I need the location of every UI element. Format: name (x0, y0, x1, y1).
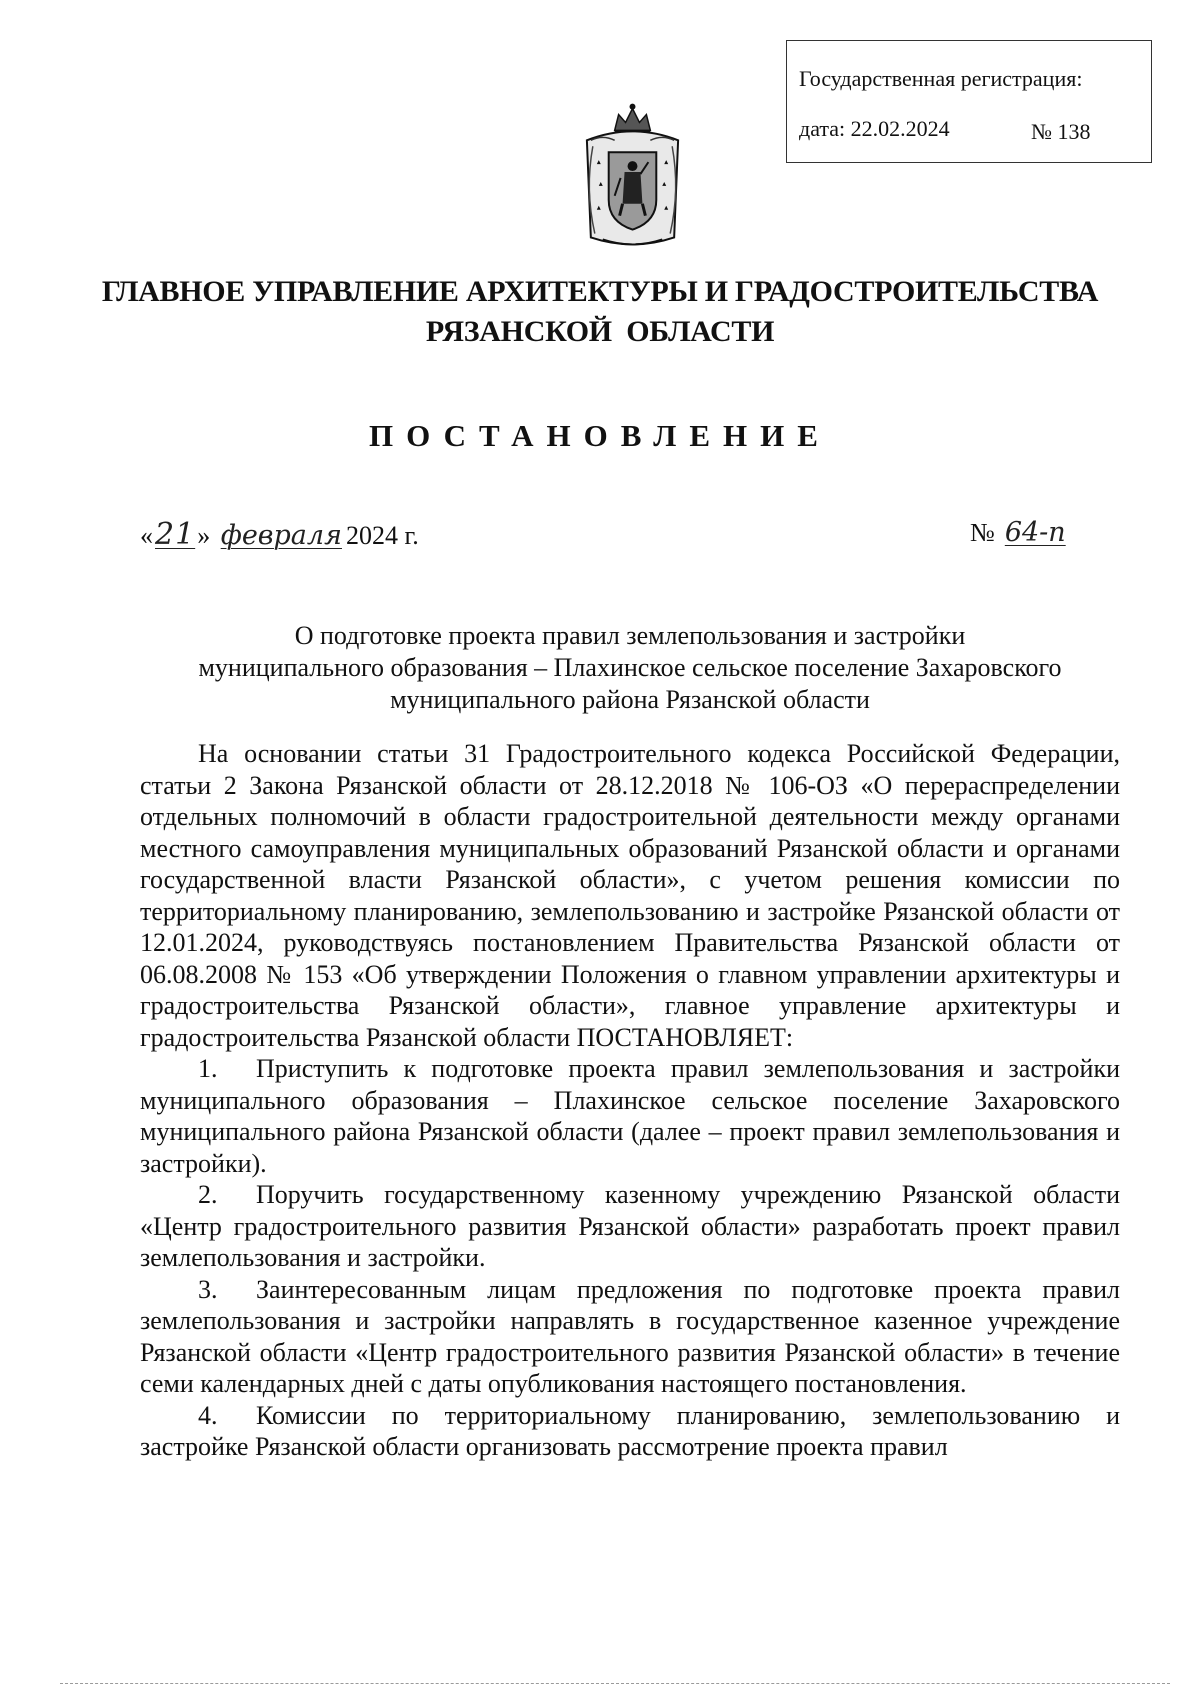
clause-number: 3. (198, 1274, 218, 1304)
organization-name-line-2: РЯЗАНСКОЙ ОБЛАСТИ (425, 315, 775, 348)
document-body (140, 738, 1120, 1463)
clause-text: Заинтересованным лицам предложения по подготовке проекта правил землепользования и застройки направлять в государственное казенное учреждение Рязанской области «Центр градостроительного развития Рязанской области» в течение семи календарных дней с даты опубликования настоящего постановления. (140, 1274, 1120, 1398)
organization-name-line-1: ГЛАВНОЕ УПРАВЛЕНИЕ АРХИТЕКТУРЫ И ГРАДОСТРОИТЕЛЬСТВА (101, 275, 1099, 308)
document-subject (140, 620, 1120, 716)
subject-line-2: муниципального образования – Плахинское сельское поселение Захаровского (198, 653, 1062, 682)
clause-3 (140, 1274, 1120, 1400)
subject-line-3: муниципального района Рязанской области (390, 685, 870, 714)
registration-number: № 138 (1031, 119, 1091, 144)
date-year: 2024 г. (345, 521, 419, 550)
document-date (140, 517, 419, 552)
clause-2 (140, 1179, 1120, 1274)
clause-text: Комиссии по территориальному планированию, землепользованию и застройке Рязанской области организовать рассмотрение проекта правил (140, 1400, 1120, 1461)
date-day-handwritten: 21 (155, 517, 196, 552)
coat-of-arms-icon (573, 100, 692, 255)
clause-number: 2. (198, 1180, 218, 1209)
clause-1 (140, 1053, 1120, 1179)
clause-text: Поручить государственному казенному учреждению Рязанской области «Центр градостроительного развития Рязанской области» разработать проект правил землепользования и застройки. (140, 1180, 1120, 1272)
preamble-paragraph: На основании статьи 31 Градостроительного кодекса Российской Федерации, статьи 2 Закона Рязанской области от 28.12.2018 № 106-ОЗ «О перераспределении отдельных полномочий в области градостроительной деятельности между органами местного самоуправления муниципальных образований Рязанской области и органами государственной власти Рязанской области», с учетом решения комиссии по территориальному планированию, землепользованию и застройке Рязанской области от 12.01.2024, руководствуясь постановлением Правительства Рязанской области от 06.08.2008 № 153 «Об утверждении Положения о главном управлении архитектуры и градостроительства Рязанской области», главное управление архитектуры и градостроительства Рязанской области ПОСТАНОВЛЯЕТ: (140, 739, 1120, 1052)
date-month-handwritten: февраля (220, 520, 342, 551)
clause-text: Приступить к подготовке проекта правил землепользования и застройки муниципального образования – Плахинское сельское поселение Захаровского муниципального района Рязанской области (далее – проект правил землепользования и застройки). (140, 1054, 1120, 1178)
clause-number: 1. (198, 1054, 218, 1083)
document-number (970, 517, 1076, 548)
document-number-label: № (970, 518, 995, 547)
registration-title: Государственная регистрация: (799, 66, 1083, 91)
registration-stamp (786, 40, 1152, 163)
registration-date: дата: 22.02.2024 (799, 116, 950, 141)
subject-line-1: О подготовке проекта правил землепользования и застройки (294, 621, 966, 650)
clause-4 (140, 1400, 1120, 1463)
document-number-handwritten: 64-п (1004, 517, 1066, 548)
document-type-title: ПОСТАНОВЛЕНИЕ (369, 418, 831, 453)
date-open-quote: « (140, 521, 153, 550)
clause-number: 4. (198, 1400, 218, 1430)
organization-name (0, 272, 1200, 352)
page-bottom-divider (60, 1683, 1170, 1684)
date-close-quote: » (197, 521, 211, 550)
